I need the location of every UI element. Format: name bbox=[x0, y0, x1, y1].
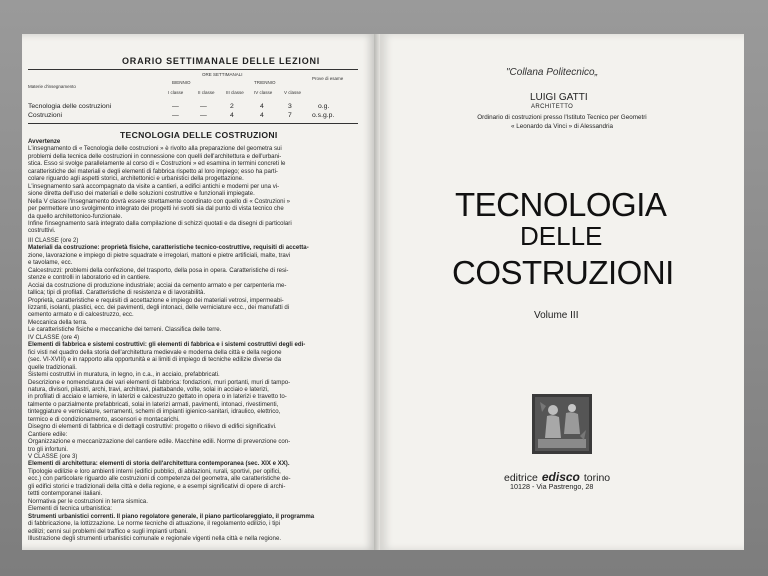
row1-c2: — bbox=[200, 103, 207, 110]
affiliation-line-2: « Leonardo da Vinci » di Alessandria bbox=[510, 123, 614, 130]
text-line: Materiali da costruzione: proprietà fisiche, caratteristiche tecnico-costruttive, requisiti di accetta- bbox=[28, 244, 309, 252]
text-line: L'insegnamento sarà accompagnato da visite a cantieri, a edifici antichi e moderni per una vi- bbox=[28, 182, 280, 190]
publisher-brand: edisco bbox=[541, 470, 580, 484]
text-line: Cantiere edile: bbox=[28, 430, 68, 438]
text-line: V CLASSE (ore 3) bbox=[28, 453, 78, 461]
publisher-prefix: editrice bbox=[504, 472, 538, 484]
publisher-address: 10128 - Via Pastrengo, 28 bbox=[510, 482, 594, 491]
text-line: Infine l'insegnamento sarà integrato dalla compilazione di schizzi quotati e da disegni di particolari bbox=[28, 219, 292, 227]
section-title: TECNOLOGIA DELLE COSTRUZIONI bbox=[120, 130, 278, 140]
row2-c5: 7 bbox=[288, 112, 292, 119]
author-role: ARCHITETTO bbox=[531, 104, 574, 110]
table-bottom-rule bbox=[28, 123, 358, 124]
row1-c1: — bbox=[172, 103, 179, 110]
text-line: ecc.) con particolare riguardo alle costruzioni di competenza del geometra, alle caratteristiche de- bbox=[28, 475, 291, 483]
text-line: Descrizione e nomenclatura dei vari elementi di fabbrica: fondazioni, muri portanti, muri di tampo- bbox=[28, 378, 291, 386]
series-name: "Collana Politecnico„ bbox=[506, 67, 598, 78]
text-line: costruttivi. bbox=[28, 227, 56, 235]
header-biennio: BIENNIO bbox=[172, 80, 191, 85]
text-line: fici visti nel quadro della storia dell'architettura medievale e moderna della città e della regione bbox=[28, 348, 282, 356]
row1-c4: 4 bbox=[260, 103, 264, 110]
schedule-title: ORARIO SETTIMANALE DELLE LEZIONI bbox=[122, 56, 321, 66]
publisher-emblem-image bbox=[532, 394, 592, 454]
text-line: tallica; tipi di profilati. Caratteristiche di resistenza e di lavorabilità. bbox=[28, 289, 206, 297]
title-line-1: TECNOLOGIA bbox=[455, 186, 667, 223]
row2-c2: — bbox=[200, 112, 207, 119]
publisher-city: torino bbox=[583, 472, 611, 484]
text-line: sione diretta dell'uso dei materiali e delle soluzioni costruttive e funzionali impiegate. bbox=[28, 190, 255, 198]
header-class-5: V classe bbox=[284, 90, 302, 95]
left-page bbox=[22, 34, 376, 550]
header-class-4: IV classe bbox=[254, 90, 273, 95]
text-line: Proprietà, caratteristiche e requisiti di accettazione e impiego dei materiali vetrosi, impermeabi- bbox=[28, 296, 284, 304]
text-line: cemento armato e di calcestruzzo, ecc. bbox=[28, 311, 134, 319]
row2-subject: Costruzioni bbox=[28, 112, 62, 119]
text-line: Elementi di architettura: elementi di storia dell'architettura contemporanea (sec. XIX e XX). bbox=[28, 460, 290, 468]
table-top-rule bbox=[28, 69, 358, 70]
text-line: da quello architettonico-funzionale. bbox=[28, 212, 123, 220]
row2-c1: — bbox=[172, 112, 179, 119]
text-line: Acciai da costruzione di produzione industriale; acciai da cemento armato e per carpenteria me- bbox=[28, 281, 287, 289]
author-name: LUIGI GATTI bbox=[530, 92, 588, 103]
text-line: Elementi di fabbrica e sistemi costruttivi: gli elementi di fabbrica e i sistemi costruttivi degli edi- bbox=[28, 341, 306, 349]
text-line: natura, divisori, pilastri, archi, travi, architravi, piattabande, volte, solai in acciaio e laterizi, bbox=[28, 385, 269, 393]
text-line: Organizzazione e meccanizzazione del cantiere edile. Macchine edili. Norme di prevenzione con- bbox=[28, 438, 291, 446]
text-line: IV CLASSE (ore 4) bbox=[28, 333, 80, 341]
text-line: zione, lavorazione e impiego di pietre squadrate e irregolari, mattoni e pietre artificiali, malte, travi bbox=[28, 251, 291, 259]
text-line: Illustrazione degli strumenti urbanistici comunale e regionale vigenti nella città e nella regione. bbox=[28, 535, 282, 543]
text-line: Le caratteristiche fisiche e meccaniche dei terreni. Classifica delle terre. bbox=[28, 326, 222, 334]
row1-c5: 3 bbox=[288, 103, 292, 110]
text-line: colare riguardo agli aspetti storici, architettonici e urbanistici della progettazione. bbox=[28, 175, 244, 183]
header-class-3: III classe bbox=[226, 90, 244, 95]
text-line: gli edifici storici e tradizionali della città e della regione, e a esempi significativi di opere di archi- bbox=[28, 482, 286, 490]
text-line: talmente o parzialmente prefabbricati, solai in laterizi armati, pavimenti, intonaci, rivestimenti, bbox=[28, 400, 279, 408]
text-line: Elementi di tecnica urbanistica: bbox=[28, 505, 113, 513]
header-class-2: II classe bbox=[198, 90, 215, 95]
row1-subject: Tecnologia delle costruzioni bbox=[28, 103, 112, 110]
text-line: III CLASSE (ore 2) bbox=[28, 236, 79, 244]
text-line: Disegno di elementi di fabbrica e di dettagli costruttivi: progetto o rilievo di edifici significativi. bbox=[28, 423, 277, 431]
text-line: caratteristiche dei materiali e degli elementi di fabbrica rispetto al loro impiego; esso ha parti- bbox=[28, 167, 278, 175]
text-line: tettti contemporanei italiani. bbox=[28, 490, 103, 498]
row2-c4: 4 bbox=[260, 112, 264, 119]
text-line: problemi della tecnica delle costruzioni in connessione con quelli dell'architettura e dell'urbani- bbox=[28, 152, 282, 160]
text-line: L'insegnamento di « Tecnologia delle costruzioni » è rivolto alla preparazione del geometra sui bbox=[28, 145, 282, 153]
text-line: stica. Esso si svolge parallelamente al corso di « Costruzioni » ed esamina in termini concreti le bbox=[28, 160, 286, 168]
title-line-3: COSTRUZIONI bbox=[452, 254, 674, 291]
text-line: in profilati di acciaio e lamiere, in laterizi e calcestruzzo gettato in opera o in laterizi e travetto to- bbox=[28, 393, 287, 401]
text-line: Tipologie edilizie e loro ambienti interni (edifici pubblici, di abitazioni, rurali, sportivi, per opifici, bbox=[28, 467, 281, 475]
row1-exam: o.g. bbox=[318, 103, 330, 110]
text-line: di fabbricazione, la lottizzazione. Le norme tecniche di attuazione, il regolamento edilizio, i tipi bbox=[28, 520, 281, 528]
text-line: stenze e controlli in laboratorio ed in cantiere. bbox=[28, 274, 151, 282]
right-page bbox=[380, 34, 744, 550]
syllabus-text bbox=[28, 138, 358, 542]
text-line: tinteggiature e verniciature, serramenti, schemi di impianti igienico-sanitari, idraulico, elettrico, bbox=[28, 408, 281, 416]
text-line: quelle tradizionali. bbox=[28, 363, 77, 371]
text-line: per permettere uno svolgimento integrato dei progetti ivi svolti sia dal punto di vista tecnico che bbox=[28, 205, 284, 213]
text-line: Normativa per le costruzioni in terra sismica. bbox=[28, 497, 148, 505]
row2-c3: 4 bbox=[230, 112, 234, 119]
row2-exam: o.s.g.p. bbox=[312, 112, 335, 119]
text-line: Strumenti urbanistici correnti. Il piano regolatore generale, il piano particolareggiato, il programma bbox=[28, 512, 315, 520]
text-line: lizzanti, isolanti, plastici, ecc. dei pavimenti, degli intonaci, delle verniciature ecc., dei manufatti di bbox=[28, 303, 290, 311]
volume-label: Volume III bbox=[534, 310, 579, 321]
header-ore: ORE SETTIMANALI bbox=[202, 72, 243, 77]
text-line: (sec. VI-XVIII) e in rapporto alla opportunità e ai limiti di impiego di tecniche edilizie diverse da bbox=[28, 356, 282, 364]
header-prove: Prove di esame bbox=[312, 76, 344, 81]
text-line: Sistemi costruttivi in muratura, in legno, in c.a., in acciaio, prefabbricati. bbox=[28, 371, 220, 379]
text-line: edilizi; cenni sui problemi del traffico e sugli impianti urbani. bbox=[28, 527, 188, 535]
text-line: Avvertenze bbox=[28, 138, 61, 145]
text-line: termico e di condizionamento, ascensori e montacarichi. bbox=[28, 415, 180, 423]
title-line-2: DELLE bbox=[520, 221, 603, 251]
text-line: Meccanica della terra. bbox=[28, 318, 88, 326]
text-line: Calcestruzzi: problemi della confezione, del trasporto, della posa in opera. Caratteristiche di resi- bbox=[28, 266, 289, 274]
header-triennio: TRIENNIO bbox=[254, 80, 276, 85]
text-line: tro gli infortuni. bbox=[28, 445, 68, 453]
header-materia: Materie d'insegnamento bbox=[28, 84, 76, 89]
text-line: Nella V classe l'insegnamento dovrà essere strettamente coordinato con quello di « Costruzioni » bbox=[28, 197, 290, 205]
row1-c3: 2 bbox=[230, 103, 234, 110]
affiliation-line-1: Ordinario di costruzioni presso l'Istituto Tecnico per Geometri bbox=[477, 114, 647, 121]
text-line: e tavolame, ecc. bbox=[28, 259, 73, 267]
header-class-1: I classe bbox=[168, 90, 184, 95]
